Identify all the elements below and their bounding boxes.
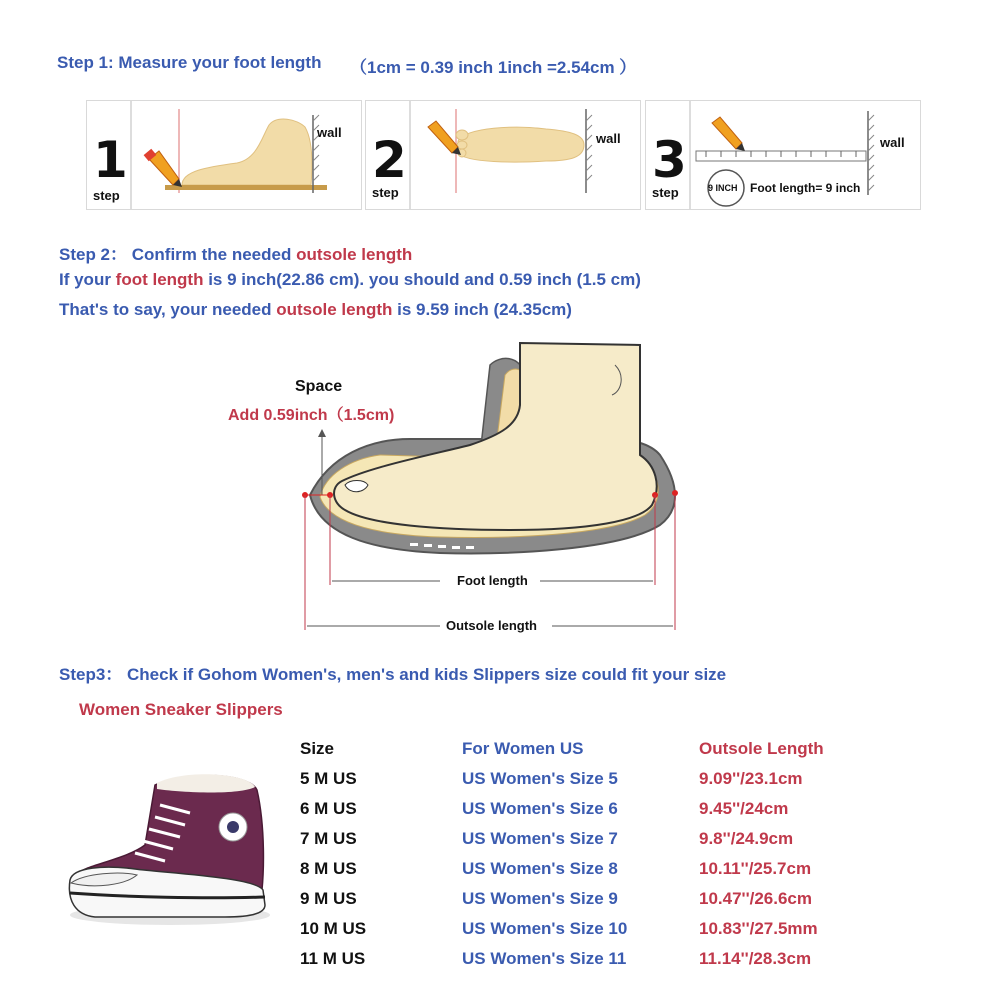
measure-panel-2 xyxy=(365,100,641,210)
table-row-us: US Women's Size 8 xyxy=(462,859,618,878)
wall-label: wall xyxy=(596,131,621,146)
table-row-outsole: 9.45''/24cm xyxy=(699,799,789,818)
wall-label: wall xyxy=(880,135,905,150)
foot-on-floor-icon xyxy=(87,101,361,209)
measure-panel-3 xyxy=(645,100,921,210)
table-row-us: US Women's Size 10 xyxy=(462,919,628,938)
us-size-header: For Women US xyxy=(462,739,584,758)
foot-length-measure: Foot length= 9 inch xyxy=(750,181,861,195)
table-row-us: US Women's Size 11 xyxy=(462,949,627,968)
foot-length-label: Foot length xyxy=(457,573,528,588)
slipper-foot-diagram xyxy=(290,335,690,635)
wall-label: wall xyxy=(317,125,342,140)
measure-panel-1 xyxy=(86,100,362,210)
space-label: Space xyxy=(295,378,343,395)
nine-inch-badge: 9 INCH xyxy=(708,183,738,193)
table-row-us: US Women's Size 7 xyxy=(462,829,618,848)
foot-length-highlight: foot length xyxy=(115,270,204,289)
table-row-us: US Women's Size 6 xyxy=(462,799,618,818)
foot-top-view-icon xyxy=(366,101,640,209)
table-row-outsole: 10.11''/25.7cm xyxy=(699,859,812,878)
step-number: 3 xyxy=(652,131,687,189)
table-row-size: 11 M US xyxy=(300,949,366,968)
step-label: step xyxy=(652,185,679,200)
step2-line2-suffix: is 9.59 inch (24.35cm) xyxy=(392,300,572,319)
pencil-icon xyxy=(712,117,745,151)
sneaker-slipper-icon xyxy=(65,765,275,930)
category-title: Women Sneaker Slippers xyxy=(79,700,283,719)
table-row-us: US Women's Size 5 xyxy=(462,769,618,788)
table-row-size: 9 M US xyxy=(300,889,357,908)
step1-conversion: （1cm = 0.39 inch 1inch =2.54cm ） xyxy=(350,58,637,77)
table-row-outsole: 10.47''/26.6cm xyxy=(699,889,813,908)
outsole-length-highlight: outsole length xyxy=(296,245,413,264)
step2-title-text: Step 2： Confirm the needed xyxy=(59,245,297,264)
step1-title: Step 1: Measure your foot length xyxy=(57,53,322,72)
outsole-length-label: Outsole length xyxy=(446,618,537,633)
table-row-size: 6 M US xyxy=(300,799,357,818)
step-label: step xyxy=(93,188,120,203)
step2-line2 xyxy=(59,300,572,320)
step2-line2-prefix: That's to say, your needed xyxy=(59,300,277,319)
pencil-icon xyxy=(144,149,182,187)
step-label: step xyxy=(372,185,399,200)
table-row-outsole: 9.8''/24.9cm xyxy=(699,829,794,848)
table-row-size: 7 M US xyxy=(300,829,357,848)
step2-line1-prefix: If your xyxy=(59,270,116,289)
step-number: 2 xyxy=(372,131,407,189)
table-row-outsole: 10.83''/27.5mm xyxy=(699,919,818,938)
table-row-outsole: 9.09''/23.1cm xyxy=(699,769,803,788)
size-header: Size xyxy=(300,739,335,758)
add-length-label: Add 0.59inch（1.5cm) xyxy=(228,407,395,424)
table-row-us: US Women's Size 9 xyxy=(462,889,618,908)
step2-line1 xyxy=(59,270,641,290)
step2-line1-suffix: is 9 inch(22.86 cm). you should and 0.59 inch (1.5 cm) xyxy=(203,270,641,289)
outsole-header: Outsole Length xyxy=(699,739,824,758)
outsole-length-highlight-2: outsole length xyxy=(276,300,393,319)
table-row-size: 8 M US xyxy=(300,859,357,878)
table-row-size: 5 M US xyxy=(300,769,357,788)
step-number: 1 xyxy=(93,131,128,189)
step3-title: Step3： Check if Gohom Women's, men's and kids Slippers size could fit your size xyxy=(59,665,727,684)
step2-title xyxy=(59,240,412,265)
table-row-outsole: 11.14''/28.3cm xyxy=(699,949,812,968)
table-row-size: 10 M US xyxy=(300,919,367,938)
